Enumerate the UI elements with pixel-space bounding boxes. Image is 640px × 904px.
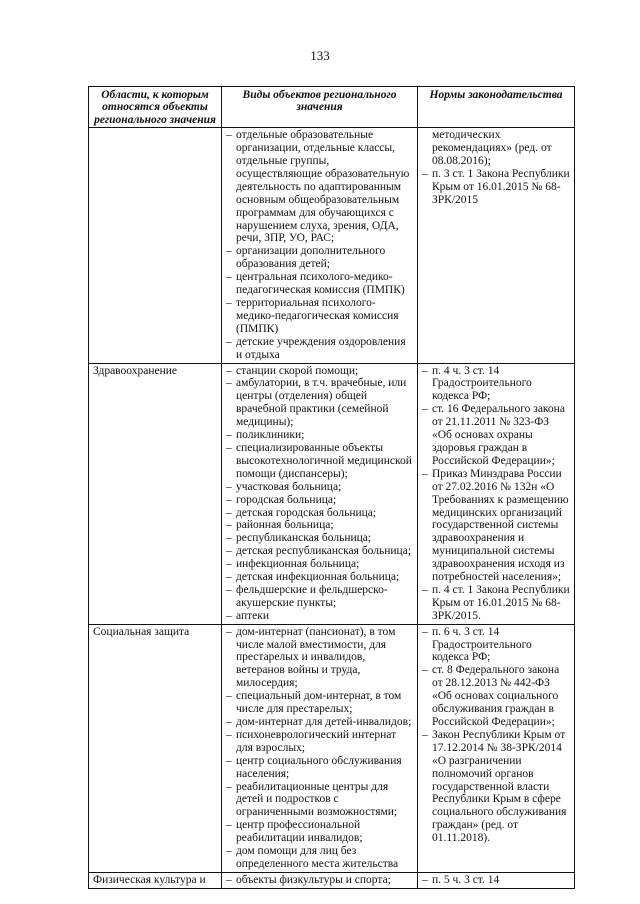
table-header-row: [89, 87, 575, 128]
legal-norms-cell: [418, 872, 575, 888]
object-type-item: – амбулатории, в т.ч. врачебные, или центры (отделения) общей врачебной практики (семейной медицины);: [226, 377, 413, 429]
object-types-list: [226, 129, 413, 361]
legal-norm-item: методических рекомендациях» (ред. от 08.08.2016);: [432, 129, 552, 168]
object-type-item: – специализированные объекты высокотехнологичной медицинской помощи (диспансеры);: [226, 442, 413, 481]
table-row: [89, 128, 575, 363]
legal-norms-list: [422, 129, 570, 206]
legal-norm-item: – п. 3 ст. 1 Закона Республики Крым от 16.01.2015 № 68-ЗРК/2015: [422, 168, 570, 207]
object-types-cell: [222, 363, 418, 624]
legal-norm-item: – ст. 16 Федерального закона от 21.11.2011 № 323-ФЗ «Об основах охраны здоровья граждан в Российской Федерации»;: [422, 403, 570, 468]
legal-norms-cell: [418, 128, 575, 363]
object-types-cell: [222, 872, 418, 888]
area-cell: Физическая культура и: [89, 872, 222, 888]
object-types-list: [226, 626, 413, 871]
object-type-item: – детские учреждения оздоровления и отдыха: [226, 336, 413, 362]
object-type-item: – организации дополнительного образования детей;: [226, 245, 413, 271]
legal-norms-list: [422, 626, 570, 845]
object-types-cell: [222, 128, 418, 363]
table-row: [89, 872, 575, 888]
object-type-item: – центр профессиональной реабилитации инвалидов;: [226, 819, 413, 845]
object-type-item: – аптеки: [226, 610, 413, 623]
object-type-item: – дом-интернат для детей-инвалидов;: [226, 716, 413, 729]
object-types-cell: [222, 624, 418, 872]
object-type-item: – станции скорой помощи;: [226, 365, 413, 378]
table-row: [89, 624, 575, 872]
object-type-item: – объекты физкультуры и спорта;: [226, 874, 413, 887]
legal-norm-item: – п. 4 ст. 1 Закона Республики Крым от 16.01.2015 № 68-ЗРК/2015.: [422, 584, 570, 623]
object-type-item: – республиканская больница;: [226, 532, 413, 545]
object-type-item: – детская городская больница;: [226, 507, 413, 520]
object-types-list: [226, 874, 413, 887]
object-type-item: – дом-интернат (пансионат), в том числе малой вместимости, для престарелых и инвалидов, ветеранов войны и труда, милосердия;: [226, 626, 413, 691]
object-types-list: [226, 365, 413, 623]
object-type-item: – центральная психолого-медико-педагогическая комиссия (ПМПК): [226, 271, 413, 297]
area-cell: [89, 128, 222, 363]
object-type-item: – городская больница;: [226, 494, 413, 507]
object-type-item: – участковая больница;: [226, 481, 413, 494]
header-object-types: Виды объектов регионального значения: [222, 87, 418, 128]
legal-norm-item: – ст. 8 Федерального закона от 28.12.2013 № 442-ФЗ «Об основах социального обслуживания граждан в Российской Федерации»;: [422, 664, 570, 729]
object-type-item: – поликлиники;: [226, 429, 413, 442]
object-type-item: – центр социального обслуживания населения;: [226, 755, 413, 781]
object-type-item: – районная больница;: [226, 519, 413, 532]
area-cell: Социальная защита: [89, 624, 222, 872]
object-type-item: – дом помощи для лиц без определенного места жительства: [226, 845, 413, 871]
object-type-item: – инфекционная больница;: [226, 558, 413, 571]
object-type-item: – детская инфекционная больница;: [226, 571, 413, 584]
object-type-item: – отдельные образовательные организации, отдельные классы, отдельные группы, осуществляющие образовательную деятельность по адаптированным основным общеобразовательным программам для обучающихся с нарушением слуха, зрения, ОДА, речи, ЗПР, УО, РАС;: [226, 129, 413, 245]
table-row: [89, 363, 575, 624]
header-legal-norms: Нормы законодательства: [418, 87, 575, 128]
object-type-item: – детская республиканская больница;: [226, 545, 413, 558]
legal-norms-cell: [418, 363, 575, 624]
object-type-item: – фельдшерские и фельдшерско-акушерские пункты;: [226, 584, 413, 610]
legal-norm-item: – Приказ Минздрава России от 27.02.2016 № 132н «О Требованиях к размещению медицинских организаций государственной системы здравоохранения и муниципальной системы здравоохранения исходя из потребностей населения»;: [422, 468, 570, 584]
area-cell: Здравоохранение: [89, 363, 222, 624]
object-type-item: – специальный дом-интернат, в том числе для престарелых;: [226, 690, 413, 716]
legal-norms-list: [422, 365, 570, 623]
legal-norms-cell: [418, 624, 575, 872]
header-areas: Области, к которым относятся объекты регионального значения: [89, 87, 222, 128]
object-type-item: – реабилитационные центры для детей и подростков с ограниченными возможностями;: [226, 781, 413, 820]
object-type-item: – психоневрологический интернат для взрослых;: [226, 729, 413, 755]
object-type-item: – территориальная психолого-медико-педагогическая комиссия (ПМПК): [226, 297, 413, 336]
legal-norm-item: – п. 4 ч. 3 ст. 14 Градостроительного кодекса РФ;: [422, 365, 570, 404]
legal-norm-item: – п. 6 ч. 3 ст. 14 Градостроительного кодекса РФ;: [422, 626, 570, 665]
legal-norms-list: [422, 874, 570, 887]
legal-norm-item: – п. 5 ч. 3 ст. 14: [422, 874, 570, 887]
page-number: 133: [310, 48, 330, 63]
legal-norm-item: – Закон Республики Крым от 17.12.2014 № 38-ЗРК/2014 «О разграничении полномочий органов государственной власти Республики Крым в сфере социального обслуживания граждан» (ред. от 01.11.2018).: [422, 729, 570, 845]
regional-objects-table: [88, 86, 575, 889]
